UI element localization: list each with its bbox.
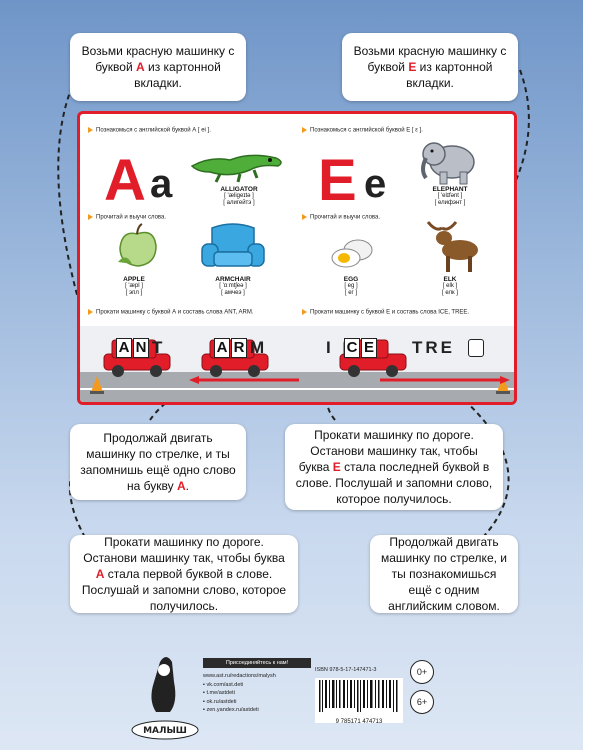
word-elephant: ELEPHANT [ 'elɪfənt ] [ елифэнт ] — [432, 186, 468, 206]
social-links — [203, 672, 276, 715]
armchair-icon — [200, 222, 266, 274]
big-letter-lower: e — [364, 162, 387, 206]
big-letter-lower: a — [150, 162, 173, 206]
arrow-left-icon — [189, 376, 299, 384]
big-letter-upper: A — [104, 148, 146, 213]
apple-icon — [112, 222, 162, 272]
bubble-text: Возьми красную машинку с буквой А из картонной вкладки. — [81, 44, 235, 90]
tip-intro: Познакомься с английской буквой E [ ε ]. — [302, 127, 423, 134]
cone-icon — [90, 376, 104, 394]
join-banner: Присоединяйтесь к нам! — [203, 658, 311, 668]
bubble-text: Возьми красную машинку с буквой E из картонной вкладки. — [353, 44, 507, 90]
elephant-icon — [418, 136, 480, 186]
social-link-ok[interactable]: ▪ ok.ru/astdeti — [203, 698, 237, 705]
elk-icon — [422, 218, 482, 274]
car-letters-ice — [344, 338, 377, 358]
egg-icon — [328, 236, 376, 270]
instruction-bubble-bottom-left — [70, 535, 298, 613]
tip-task: Прокати машинку с буквой А и составь слова ANT, ARM. — [88, 309, 254, 316]
letter-box: R — [231, 338, 247, 358]
instruction-bubble-mid-right — [285, 424, 503, 510]
bubble-text: Продолжай двигать машинку по стрелке, и ты познакомишься ещё с одним английским словом. — [381, 535, 507, 613]
letter-box: A — [116, 338, 132, 358]
triangle-icon — [88, 214, 93, 220]
word-apple: APPLE [ 'æpl ] [ эпл ] — [123, 276, 145, 296]
word-egg: EGG [ eg ] [ ег ] — [343, 276, 359, 296]
triangle-icon — [88, 309, 93, 315]
word-alligator: ALLIGATOR [ 'æligeɪtə ] [ алигейтэ ] — [220, 186, 258, 206]
left-page — [86, 114, 302, 314]
publisher-name: МАЛЫШ — [143, 726, 187, 736]
triangle-icon — [302, 214, 307, 220]
tip-intro: Познакомься с английской буквой А [ ei ]. — [88, 127, 211, 134]
barcode-digits: 9 785171 474713 — [335, 719, 383, 725]
barcode — [315, 678, 403, 723]
letter-t: T — [152, 338, 166, 357]
bubble-text: Прокати машинку по дороге. Останови машинку так, чтобы буква E стала последней буквой в слове. Послушай и запомни слово, которое получилось. — [295, 428, 493, 506]
bubble-text: Продолжай двигать машинку по стрелке, и ты запомнишь ещё одно слово на букву А. — [80, 431, 236, 493]
car-letters-arm — [214, 338, 247, 358]
letter-i: I — [326, 338, 334, 357]
instruction-bubble-top-right — [342, 33, 518, 101]
alligator-icon — [190, 144, 286, 184]
letter-box: E — [361, 338, 377, 358]
instruction-bubble-top-left — [70, 33, 246, 101]
triangle-icon — [88, 127, 93, 133]
letter-box: A — [214, 338, 230, 358]
word-armchair: ARMCHAIR [ 'ɑːmtʃeə ] [ амчеэ ] — [215, 276, 251, 296]
social-link-zen[interactable]: ▪ zen.yandex.ru/astdeti — [203, 707, 259, 713]
social-link-telegram[interactable]: ▪ t.me/astdeti — [203, 690, 235, 696]
instruction-bubble-mid-left — [70, 424, 246, 500]
website-link[interactable]: www.ast.ru/redactions/malysh — [203, 673, 276, 679]
letter-box: C — [344, 338, 360, 358]
bubble-text: Прокати машинку по дороге. Останови машинку так, чтобы буква А стала первой буквой в слове. Послушай и запомни слово, которое получилось. — [81, 535, 287, 613]
car-letters-ant — [116, 338, 149, 358]
isbn: ISBN 978-5-17-147471-3 — [315, 667, 377, 673]
book-spread — [77, 111, 517, 405]
social-link-vk[interactable]: ▪ vk.com/ast.deti — [203, 681, 244, 688]
word-tree: TRE — [412, 338, 455, 357]
barcode-icon — [315, 678, 403, 714]
right-page — [300, 114, 516, 314]
instruction-bubble-bottom-right — [370, 535, 518, 613]
tip-task: Прокати машинку с буквой E и составь слова ICE, TREE. — [302, 309, 469, 316]
publisher-logo-icon — [130, 652, 200, 742]
triangle-icon — [302, 309, 307, 315]
big-letter-upper: E — [318, 148, 357, 213]
triangle-icon — [302, 127, 307, 133]
arrow-right-icon — [380, 376, 510, 384]
tip-learn: Прочитай и выучи слова. — [302, 214, 380, 221]
empty-letter-slot — [468, 339, 484, 357]
age-rating-badge: 6+ — [410, 690, 434, 714]
road-marking — [80, 388, 517, 390]
letter-m: M — [250, 338, 268, 357]
tip-learn: Прочитай и выучи слова. — [88, 214, 166, 221]
age-rating-badge: 0+ — [410, 660, 434, 684]
letter-box: N — [133, 338, 149, 358]
word-elk: ELK [ elk ] [ елк ] — [442, 276, 458, 296]
